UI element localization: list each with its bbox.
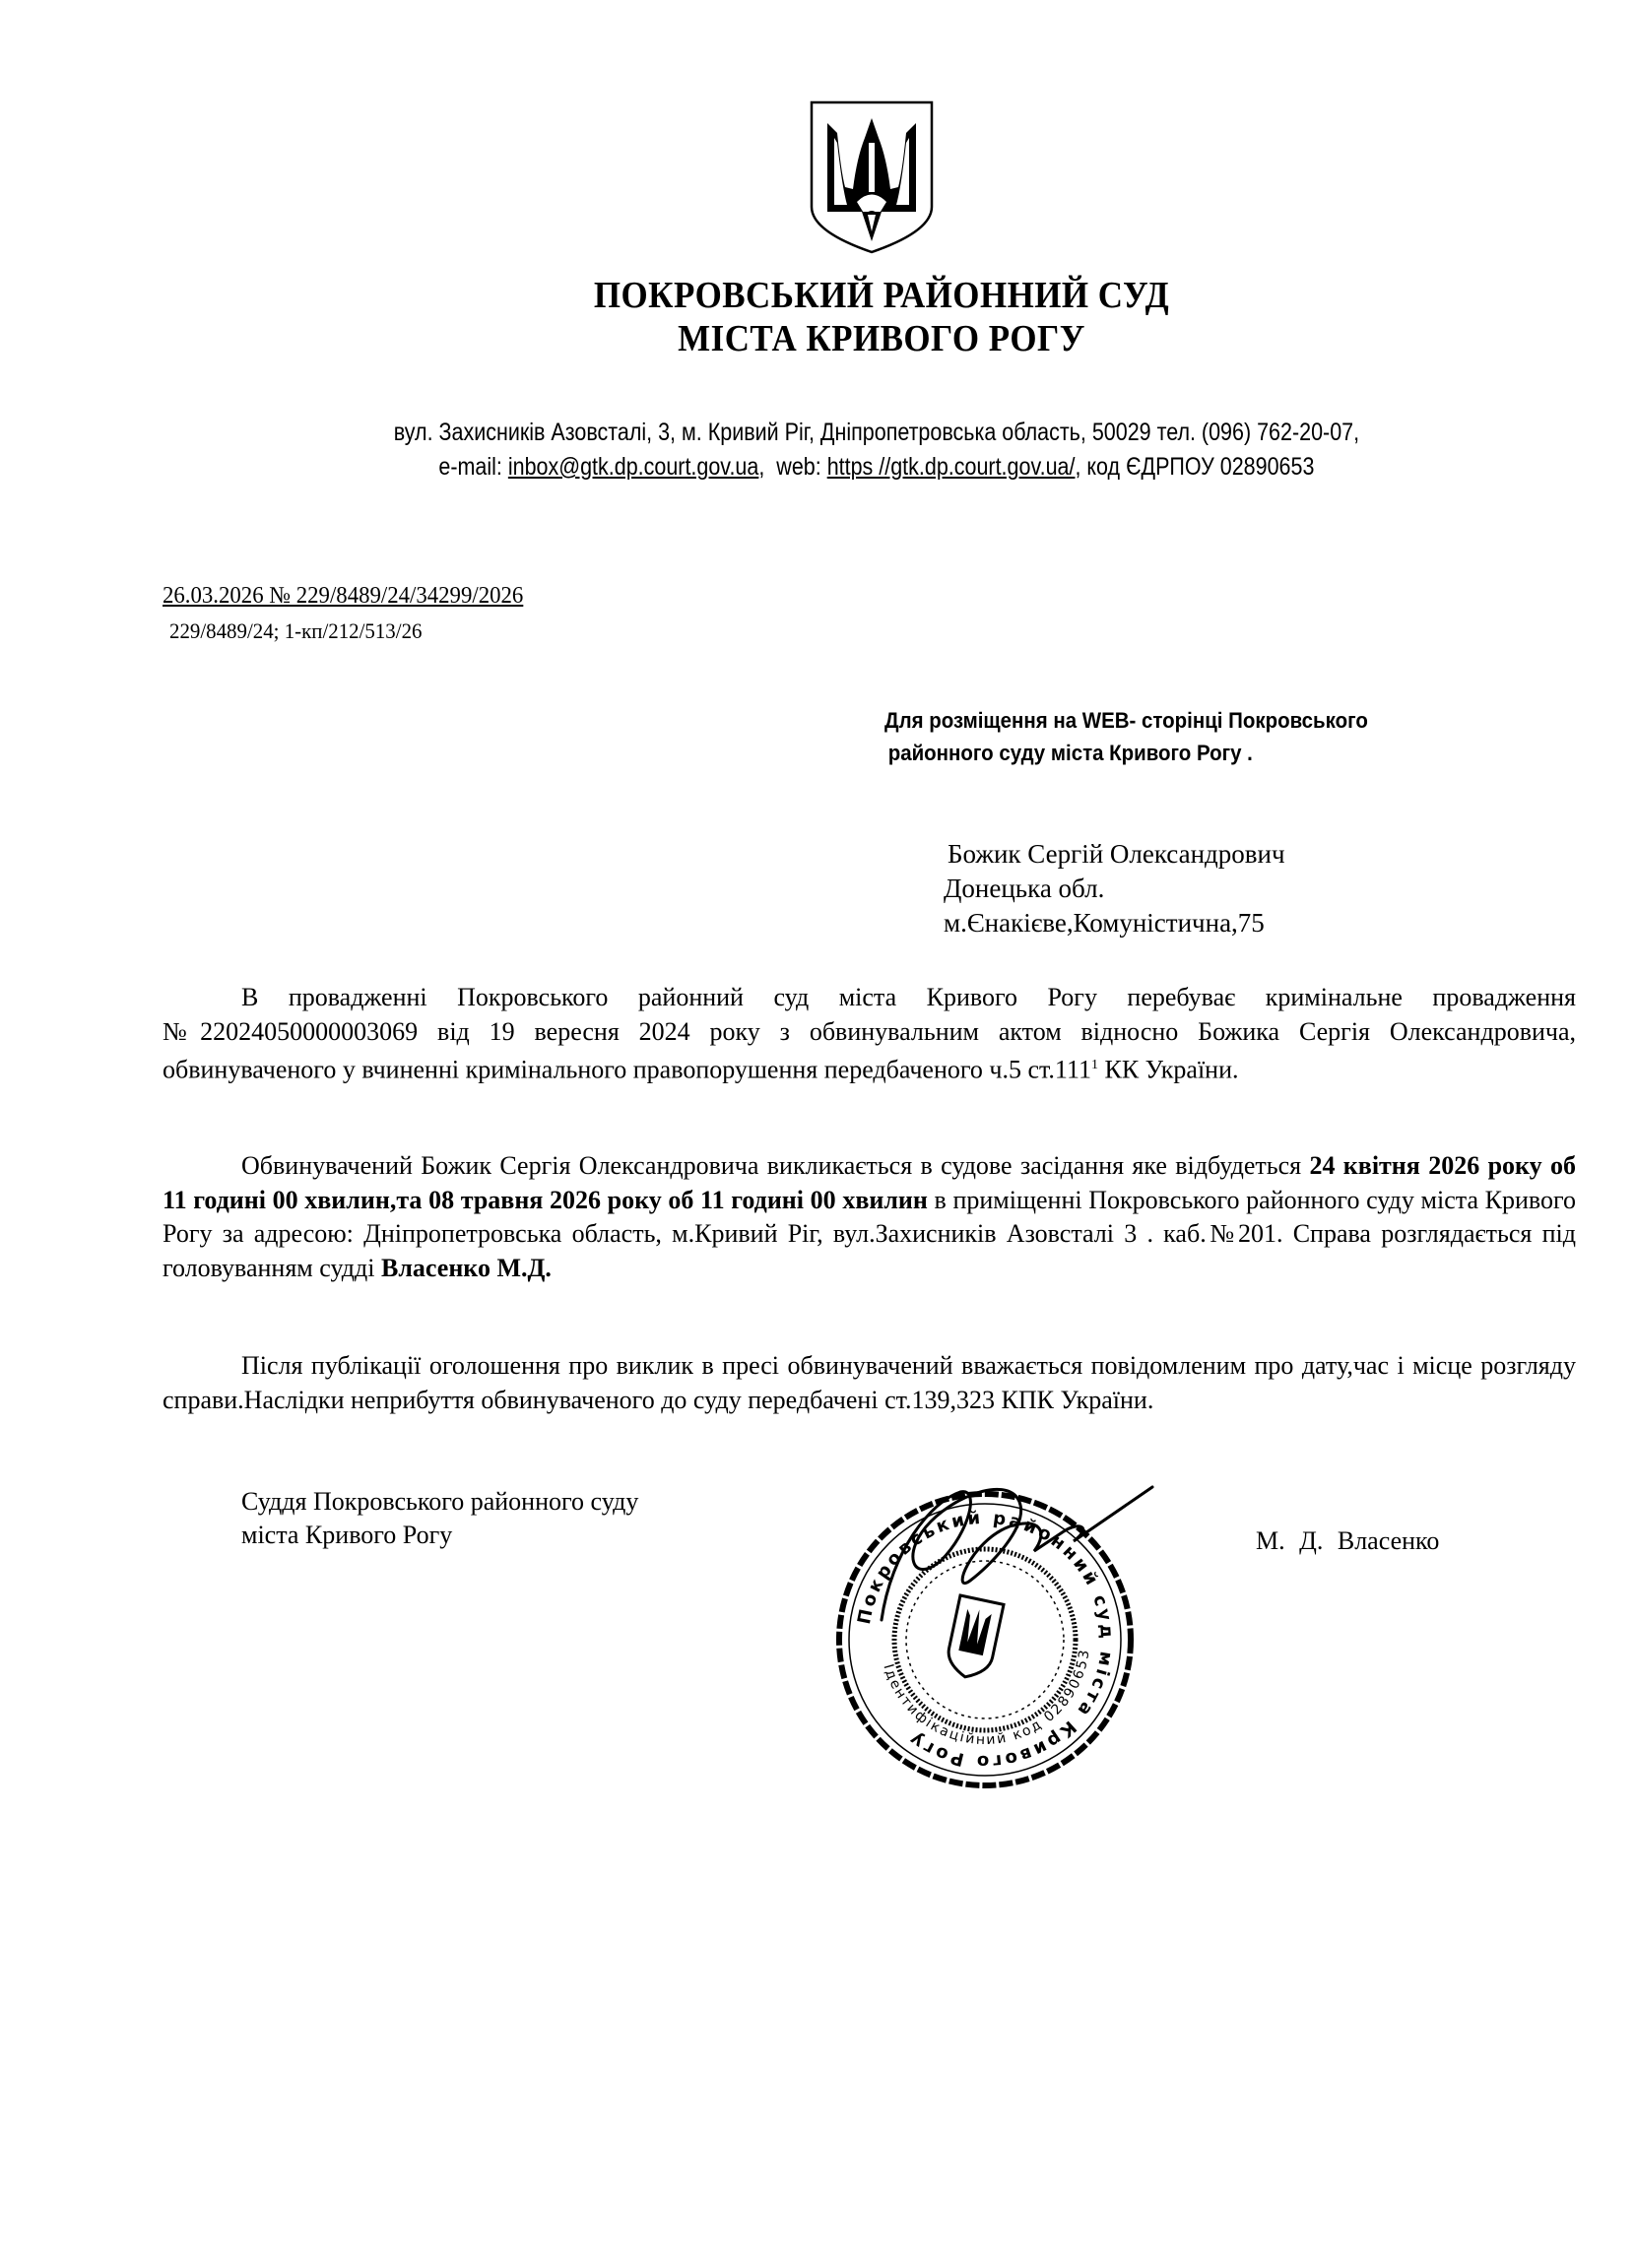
recipient-address: м.Єнакієве,Комуністична,75 (944, 908, 1265, 938)
case-numbers: 229/8489/24; 1-кп/212/513/26 (169, 618, 423, 643)
court-contacts: e-mail: inbox@gtk.dp.court.gov.ua, web: https //gtk.dp.court.gov.ua/, код ЄДРПОУ 02890653 (438, 453, 1315, 481)
court-name-line1: ПОКРОВСЬКИЙ РАЙОННИЙ СУД (593, 275, 1170, 316)
paragraph-consequences: Після публікації оголошення про виклик в пресі обвинувачений вважається повідомленим про дату,час і місце розгляду справи.Наслідки неприбуття обвинуваченого до суду передбачені ст.139,323 КПК України. (163, 1351, 1576, 1414)
paragraph-summons: Обвинувачений Божик Сергія Олександровича викликається в судове засідання яке відбудеться 24 квітня 2026 року об 11 годині 00 хвилин,та 08 травня 2026 року об 11 годині 00 хвилин в приміщенні Покровського районного суду міста Кривого Рогу за адресою: Дніпропетровська область, м.Кривий Ріг, вул.Захисників Азовсталі 3 . каб.№201. Справа розглядається під головуванням судді Власенко М.Д. (163, 1151, 1577, 1282)
recipient-region: Донецька обл. (944, 874, 1105, 903)
hearing-dates: 24 квітня 2026 року об 11 годині 00 хвилин,та 08 травня 2026 року об 11 годині 00 хвилин (163, 1151, 1576, 1214)
web-note-line2: районного суду міста Кривого Рогу . (887, 741, 1253, 765)
web-label: web: (776, 453, 827, 481)
recipient-name: Божик Сергій Олександрович (948, 839, 1285, 869)
edrpou-code: , код ЄДРПОУ 02890653 (1075, 453, 1315, 481)
web-placement-note (884, 704, 1368, 769)
web-link[interactable]: https //gtk.dp.court.gov.ua/ (826, 453, 1076, 481)
paragraph-proceedings: В провадженні Покровського районний суд міста Кривого Рогу перебуває кримінальне провадження №22024050000003069 від 19 вересня 2024 року з обвинувальним актом відносно Божика Сергія Олександровича, обвинуваченого у вчиненні кримінального правопорушення передбаченого ч.5 ст.111$^1$ КК України. (163, 983, 1576, 1084)
judge-name: М. Д. Власенко (1256, 1526, 1440, 1555)
court-name-line2: МІСТА КРИВОГО РОГУ (678, 318, 1085, 359)
presiding-judge: Власенко М.Д. (381, 1253, 552, 1282)
outgoing-reference: 26.03.2026 № 229/8489/24/34299/2026 (163, 583, 524, 609)
court-address: вул. Захисників Азовсталі, 3, м. Кривий Ріг, Дніпропетровська область, 50029 тел. (096) 762-20-07, (393, 419, 1360, 446)
web-note-line1: Для розміщення на WEB- сторінці Покровського (884, 708, 1368, 733)
svg-text:Ідентифікаційний код 02890653: Ідентифікаційний код 02890653 (880, 1647, 1093, 1749)
recipient-block (944, 837, 1285, 940)
judge-title: Суддя Покровського районного суду міста Кривого Рогу (241, 1487, 639, 1549)
court-seal-stamp (822, 1472, 1177, 1797)
email-label: e-mail: (438, 453, 508, 481)
email-link[interactable]: inbox@gtk.dp.court.gov.ua (507, 453, 759, 481)
svg-text:Покровський районний суд міста: Покровський районний суд міста Кривого Рогу (853, 1507, 1118, 1773)
coat-of-arms-icon (808, 98, 936, 256)
